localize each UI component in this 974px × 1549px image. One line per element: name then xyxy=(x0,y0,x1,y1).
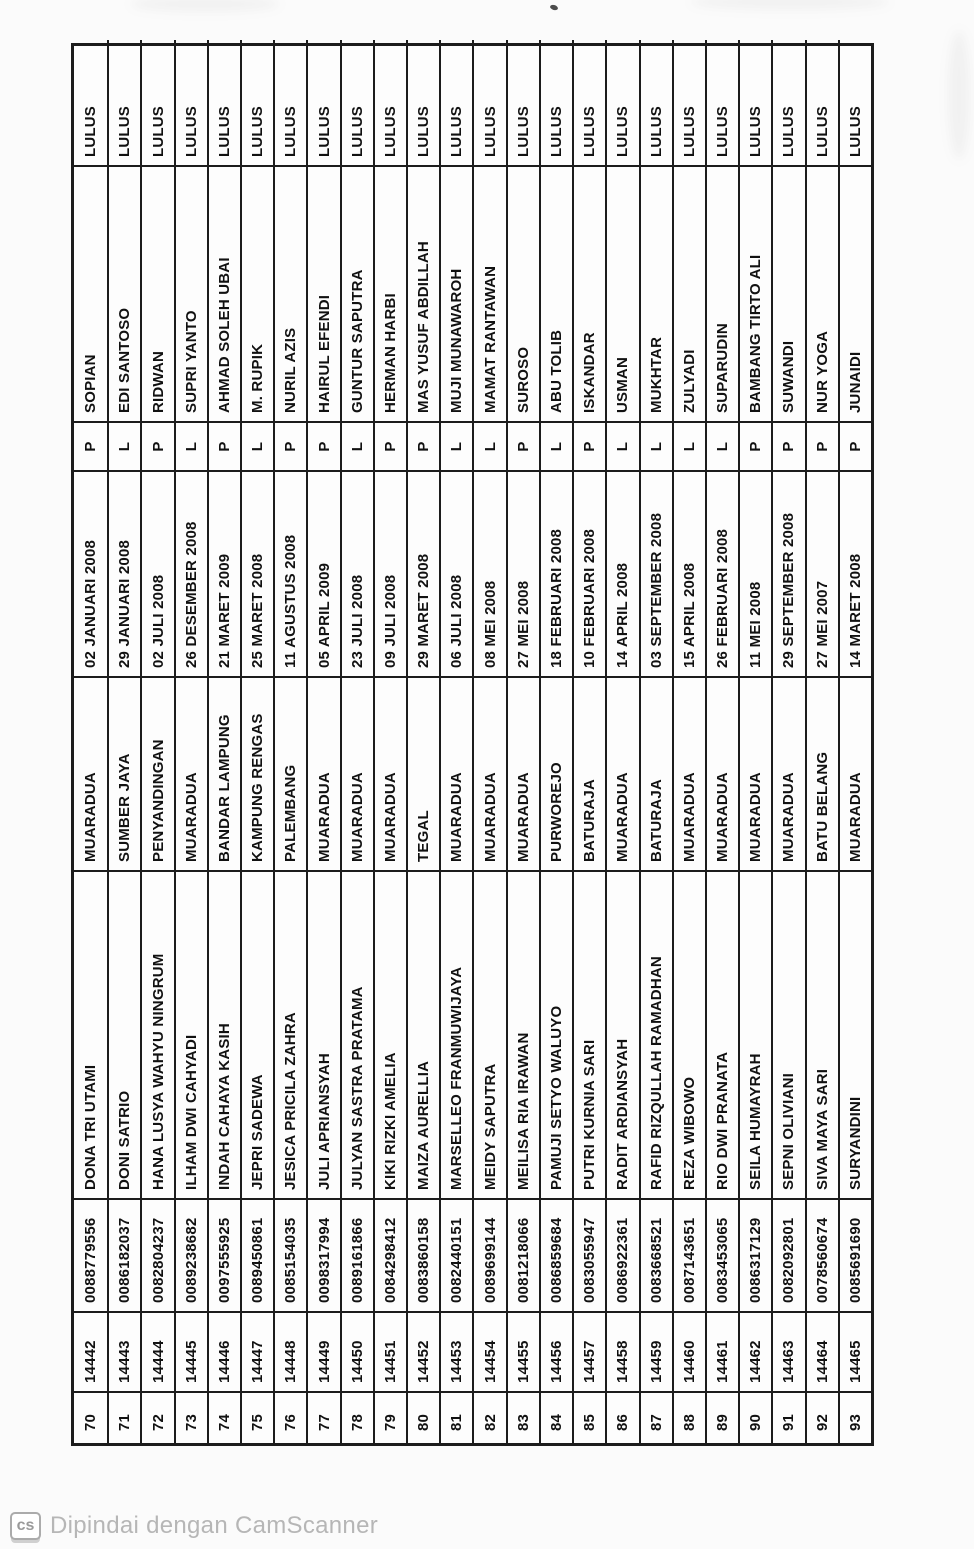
cell-birth_date: 21 MARET 2009 xyxy=(207,472,240,678)
cell-nis: 14445 xyxy=(174,1313,207,1393)
cell-nisn: 0083453065 xyxy=(705,1200,738,1313)
cell-status: LULUS xyxy=(273,40,306,167)
cell-parent_name: ISKANDAR xyxy=(572,167,605,423)
camscanner-watermark-text: Dipindai dengan CamScanner xyxy=(50,1512,379,1539)
scan-smudge xyxy=(130,0,280,12)
cell-name: MAIZA AURELLIA xyxy=(406,872,439,1200)
cell-name: SEILA HUMAYRAH xyxy=(738,872,771,1200)
cell-name: JESICA PRICILA ZAHRA xyxy=(273,872,306,1200)
cell-no: 91 xyxy=(771,1393,804,1443)
cell-gender: L xyxy=(672,423,705,472)
cell-birth_date: 14 APRIL 2008 xyxy=(605,472,638,678)
cell-birth_place: MUARADUA xyxy=(771,678,804,872)
cell-nisn: 0083055947 xyxy=(572,1200,605,1313)
cell-nisn: 0086859684 xyxy=(539,1200,572,1313)
cell-birth_date: 29 JANUARI 2008 xyxy=(107,472,140,678)
cell-birth_place: MUARADUA xyxy=(472,678,505,872)
cell-nis: 14443 xyxy=(107,1313,140,1393)
cell-name: HANA LUSYA WAHYU NINGRUM xyxy=(140,872,173,1200)
cell-nis: 14453 xyxy=(439,1313,472,1393)
cell-status: LULUS xyxy=(506,40,539,167)
cell-status: LULUS xyxy=(539,40,572,167)
cell-no: 77 xyxy=(306,1393,339,1443)
cell-nis: 14447 xyxy=(240,1313,273,1393)
cell-birth_place: MUARADUA xyxy=(373,678,406,872)
cell-nis: 14460 xyxy=(672,1313,705,1393)
cell-nis: 14463 xyxy=(771,1313,804,1393)
cell-birth_date: 25 MARET 2008 xyxy=(240,472,273,678)
cell-parent_name: MUJI MUNAWAROH xyxy=(439,167,472,423)
cell-birth_date: 15 APRIL 2008 xyxy=(672,472,705,678)
cell-nisn: 0085154035 xyxy=(273,1200,306,1313)
cell-parent_name: GUNTUR SAPUTRA xyxy=(340,167,373,423)
cell-birth_date: 06 JULI 2008 xyxy=(439,472,472,678)
cell-parent_name: AHMAD SOLEH UBAI xyxy=(207,167,240,423)
cell-nis: 14462 xyxy=(738,1313,771,1393)
cell-no: 74 xyxy=(207,1393,240,1443)
results-table xyxy=(71,37,880,1446)
cell-nisn: 0097555925 xyxy=(207,1200,240,1313)
cell-nis: 14451 xyxy=(373,1313,406,1393)
cell-name: PUTRI KURNIA SARI xyxy=(572,872,605,1200)
cell-nisn: 0086317129 xyxy=(738,1200,771,1313)
cell-nisn: 0086922361 xyxy=(605,1200,638,1313)
cell-nisn: 0082092801 xyxy=(771,1200,804,1313)
cell-birth_place: BATURAJA xyxy=(639,678,672,872)
cell-no: 70 xyxy=(82,1413,100,1431)
cell-nisn: 0078560674 xyxy=(805,1200,838,1313)
cell-birth_date: 27 MEI 2008 xyxy=(506,472,539,678)
cell-no: 82 xyxy=(472,1393,505,1443)
cell-no: 80 xyxy=(406,1393,439,1443)
cell-birth_place: SUMBER JAYA xyxy=(107,678,140,872)
cell-parent_name: NUR YOGA xyxy=(805,167,838,423)
cell-gender: P xyxy=(572,423,605,472)
cell-birth_place: MUARADUA xyxy=(672,678,705,872)
cell-nis: 14444 xyxy=(140,1313,173,1393)
cell-parent_name: MAMAT RANTAWAN xyxy=(472,167,505,423)
cell-no: 71 xyxy=(107,1393,140,1443)
cell-name: PAMUJI SETYO WALUYO xyxy=(539,872,572,1200)
cell-nisn: 0086182037 xyxy=(107,1200,140,1313)
cell-nisn: 0085691690 xyxy=(838,1200,871,1313)
cell-parent_name: MUKHTAR xyxy=(639,167,672,423)
cell-birth_place: MUARADUA xyxy=(605,678,638,872)
cell-name: ILHAM DWI CAHYADI xyxy=(174,872,207,1200)
cell-name: SURYANDINI xyxy=(838,872,871,1200)
cell-no: 76 xyxy=(273,1393,306,1443)
cell-birth_place: BATURAJA xyxy=(572,678,605,872)
cell-birth_date: 26 FEBRUARI 2008 xyxy=(705,472,738,678)
cell-parent_name: NURIL AZIS xyxy=(273,167,306,423)
cell-nis: 14450 xyxy=(340,1313,373,1393)
cell-status: LULUS xyxy=(306,40,339,167)
cell-nisn: 0083860158 xyxy=(406,1200,439,1313)
cell-nis: 14455 xyxy=(506,1313,539,1393)
cell-birth_date: 14 MARET 2008 xyxy=(838,472,871,678)
results-table-grid xyxy=(71,43,874,1446)
cell-nis: 14465 xyxy=(838,1313,871,1393)
cell-parent_name: HERMAN HARBI xyxy=(373,167,406,423)
cell-parent_name: ZULYADI xyxy=(672,167,705,423)
cell-status: LULUS xyxy=(771,40,804,167)
cell-birth_place: MUARADUA xyxy=(705,678,738,872)
scan-smudge xyxy=(948,30,970,160)
cell-gender: P xyxy=(506,423,539,472)
cell-gender: P xyxy=(838,423,871,472)
cell-status: LULUS xyxy=(406,40,439,167)
cell-name: RAFID RIZQULLAH RAMADHAN xyxy=(639,872,672,1200)
cell-status: LULUS xyxy=(639,40,672,167)
cell-no: 79 xyxy=(373,1393,406,1443)
cell-birth_date: 11 MEI 2008 xyxy=(738,472,771,678)
cell-birth_date: 23 JULI 2008 xyxy=(340,472,373,678)
cell-no: 73 xyxy=(174,1393,207,1443)
cell-birth_place: MUARADUA xyxy=(174,678,207,872)
cell-name: MEIDY SAPUTRA xyxy=(472,872,505,1200)
cell-gender: P xyxy=(273,423,306,472)
camscanner-watermark xyxy=(10,1512,378,1540)
cell-name: JULYAN SASTRA PRATAMA xyxy=(340,872,373,1200)
cell-nis: 14442 xyxy=(74,1313,107,1393)
cell-no: 93 xyxy=(838,1393,871,1443)
camscanner-badge-icon: cs xyxy=(10,1512,41,1540)
cell-nis: 14452 xyxy=(406,1313,439,1393)
cell-birth_date: 08 MEI 2008 xyxy=(472,472,505,678)
cell-status: LULUS xyxy=(107,40,140,167)
cell-status: LULUS xyxy=(838,40,871,167)
cell-nisn: 0087143651 xyxy=(672,1200,705,1313)
cell-name: MEILISA RIA IRAWAN xyxy=(506,872,539,1200)
cell-nisn: 0098317994 xyxy=(306,1200,339,1313)
cell-name: DONA TRI UTAMI xyxy=(74,872,107,1200)
cell-birth_place: PENYANDINGAN xyxy=(140,678,173,872)
cell-gender: L xyxy=(639,423,672,472)
cell-birth_place: TEGAL xyxy=(406,678,439,872)
cell-no: 88 xyxy=(672,1393,705,1443)
cell-parent_name: SUROSO xyxy=(506,167,539,423)
cell-gender: L xyxy=(340,423,373,472)
cell-nis: 14457 xyxy=(572,1313,605,1393)
cell-nis: 14454 xyxy=(472,1313,505,1393)
cell-parent_name: ABU TOLIB xyxy=(539,167,572,423)
cell-gender: L xyxy=(705,423,738,472)
cell-birth_place: BATU BELANG xyxy=(805,678,838,872)
cell-name: REZA WIBOWO xyxy=(672,872,705,1200)
cell-parent_name: JUNAIDI xyxy=(838,167,871,423)
cell-gender: L xyxy=(605,423,638,472)
cell-status: LULUS xyxy=(207,40,240,167)
cell-gender: P xyxy=(140,423,173,472)
cell-birth_place: MUARADUA xyxy=(439,678,472,872)
cell-no: 87 xyxy=(639,1393,672,1443)
cell-gender: P xyxy=(207,423,240,472)
cell-parent_name: BAMBANG TIRTO ALI xyxy=(738,167,771,423)
cell-nisn: 0082440151 xyxy=(439,1200,472,1313)
cell-birth_place: MUARADUA xyxy=(738,678,771,872)
cell-status: LULUS xyxy=(439,40,472,167)
cell-nisn: 0089161866 xyxy=(340,1200,373,1313)
cell-nisn: 0084298412 xyxy=(373,1200,406,1313)
cell-nis: 14459 xyxy=(639,1313,672,1393)
cell-birth_date: 29 SEPTEMBER 2008 xyxy=(771,472,804,678)
cell-gender: L xyxy=(472,423,505,472)
cell-no: 92 xyxy=(805,1393,838,1443)
cell-status: LULUS xyxy=(240,40,273,167)
cell-status: LULUS xyxy=(373,40,406,167)
cell-birth_date: 27 MEI 2007 xyxy=(805,472,838,678)
cell-nis: 14449 xyxy=(306,1313,339,1393)
cell-status: LULUS xyxy=(472,40,505,167)
cell-no: 85 xyxy=(572,1393,605,1443)
cell-birth_place: KAMPUNG RENGAS xyxy=(240,678,273,872)
cell-name: SIVA MAYA SARI xyxy=(805,872,838,1200)
cell-status: LULUS xyxy=(805,40,838,167)
cell-gender: P xyxy=(74,423,107,472)
cell-nisn: 0083668521 xyxy=(639,1200,672,1313)
cell-nis: 14464 xyxy=(805,1313,838,1393)
cell-parent_name: SOPIAN xyxy=(74,167,107,423)
cell-name: RIO DWI PRANATA xyxy=(705,872,738,1200)
cell-no: 78 xyxy=(340,1393,373,1443)
cell-nisn: 0089238682 xyxy=(174,1200,207,1313)
cell-no: 75 xyxy=(240,1393,273,1443)
cell-name: SEPNI OLIVIANI xyxy=(771,872,804,1200)
cell-parent_name: HAIRUL EFENDI xyxy=(306,167,339,423)
scan-smudge xyxy=(690,0,890,10)
cell-birth_date: 02 JULI 2008 xyxy=(140,472,173,678)
cell-gender: P xyxy=(771,423,804,472)
cell-birth_place: MUARADUA xyxy=(306,678,339,872)
cell-birth_date: 03 SEPTEMBER 2008 xyxy=(639,472,672,678)
cell-nisn: 0081218066 xyxy=(506,1200,539,1313)
cell-gender: P xyxy=(306,423,339,472)
cell-gender: L xyxy=(107,423,140,472)
cell-birth_date: 29 MARET 2008 xyxy=(406,472,439,678)
cell-gender: L xyxy=(539,423,572,472)
cell-nisn: 0089699144 xyxy=(472,1200,505,1313)
cell-no: 72 xyxy=(140,1393,173,1443)
cell-birth_place: PALEMBANG xyxy=(273,678,306,872)
cell-birth_date: 02 JANUARI 2008 xyxy=(74,472,107,678)
cell-birth_date: 10 FEBRUARI 2008 xyxy=(572,472,605,678)
cell-nisn: 0089450861 xyxy=(240,1200,273,1313)
cell-no: 81 xyxy=(439,1393,472,1443)
cell-birth_date: 18 FEBRUARI 2008 xyxy=(539,472,572,678)
cell-name: MARSELLEO FRANMUWIJAYA xyxy=(439,872,472,1200)
cell-name: DONI SATRIO xyxy=(107,872,140,1200)
cell-parent_name: RIDWAN xyxy=(140,167,173,423)
cell-status: LULUS xyxy=(672,40,705,167)
cell-status: LULUS xyxy=(605,40,638,167)
scan-speck xyxy=(549,4,558,11)
cell-nis: 14461 xyxy=(705,1313,738,1393)
cell-parent_name: SUPARUDIN xyxy=(705,167,738,423)
cell-birth_place: MUARADUA xyxy=(838,678,871,872)
cell-parent_name: SUPRI YANTO xyxy=(174,167,207,423)
cell-birth_date: 26 DESEMBER 2008 xyxy=(174,472,207,678)
cell-parent_name: EDI SANTOSO xyxy=(107,167,140,423)
cell-nis: 14458 xyxy=(605,1313,638,1393)
cell-no: 83 xyxy=(506,1393,539,1443)
cell-gender: P xyxy=(805,423,838,472)
cell-parent_name: MAS YUSUF ABDILLAH xyxy=(406,167,439,423)
cell-gender: L xyxy=(174,423,207,472)
cell-status: LULUS xyxy=(74,40,107,167)
cell-parent_name: SUWANDI xyxy=(771,167,804,423)
cell-no: 90 xyxy=(738,1393,771,1443)
cell-status: LULUS xyxy=(705,40,738,167)
cell-name: JULI APRIANSYAH xyxy=(306,872,339,1200)
cell-status: LULUS xyxy=(572,40,605,167)
cell-name: JEPRI SADEWA xyxy=(240,872,273,1200)
cell-no: 86 xyxy=(605,1393,638,1443)
cell-no: 89 xyxy=(705,1393,738,1443)
cell-birth_place: BANDAR LAMPUNG xyxy=(207,678,240,872)
cell-birth_place: MUARADUA xyxy=(340,678,373,872)
cell-status: LULUS xyxy=(738,40,771,167)
cell-birth_place: PURWOREJO xyxy=(539,678,572,872)
cell-no: 84 xyxy=(539,1393,572,1443)
cell-nis: 14456 xyxy=(539,1313,572,1393)
cell-gender: P xyxy=(738,423,771,472)
cell-name: KIKI RIZKI AMELIA xyxy=(373,872,406,1200)
cell-name: INDAH CAHAYA KASIH xyxy=(207,872,240,1200)
cell-gender: L xyxy=(439,423,472,472)
cell-nis: 14448 xyxy=(273,1313,306,1393)
cell-status: LULUS xyxy=(340,40,373,167)
cell-gender: L xyxy=(240,423,273,472)
cell-status: LULUS xyxy=(174,40,207,167)
cell-birth_date: 05 APRIL 2009 xyxy=(306,472,339,678)
cell-nisn: 0082804237 xyxy=(140,1200,173,1313)
cell-nisn: 0088779556 xyxy=(74,1200,107,1313)
cell-birth_place: MUARADUA xyxy=(506,678,539,872)
cell-birth_date: 09 JULI 2008 xyxy=(373,472,406,678)
cell-birth_place: MUARADUA xyxy=(74,678,107,872)
cell-parent_name: M. RUPIK xyxy=(240,167,273,423)
cell-gender: P xyxy=(406,423,439,472)
cell-parent_name: USMAN xyxy=(605,167,638,423)
cell-nis: 14446 xyxy=(207,1313,240,1393)
cell-birth_date: 11 AGUSTUS 2008 xyxy=(273,472,306,678)
cell-status: LULUS xyxy=(140,40,173,167)
cell-name: RADIT ARDIANSYAH xyxy=(605,872,638,1200)
cell-gender: P xyxy=(373,423,406,472)
